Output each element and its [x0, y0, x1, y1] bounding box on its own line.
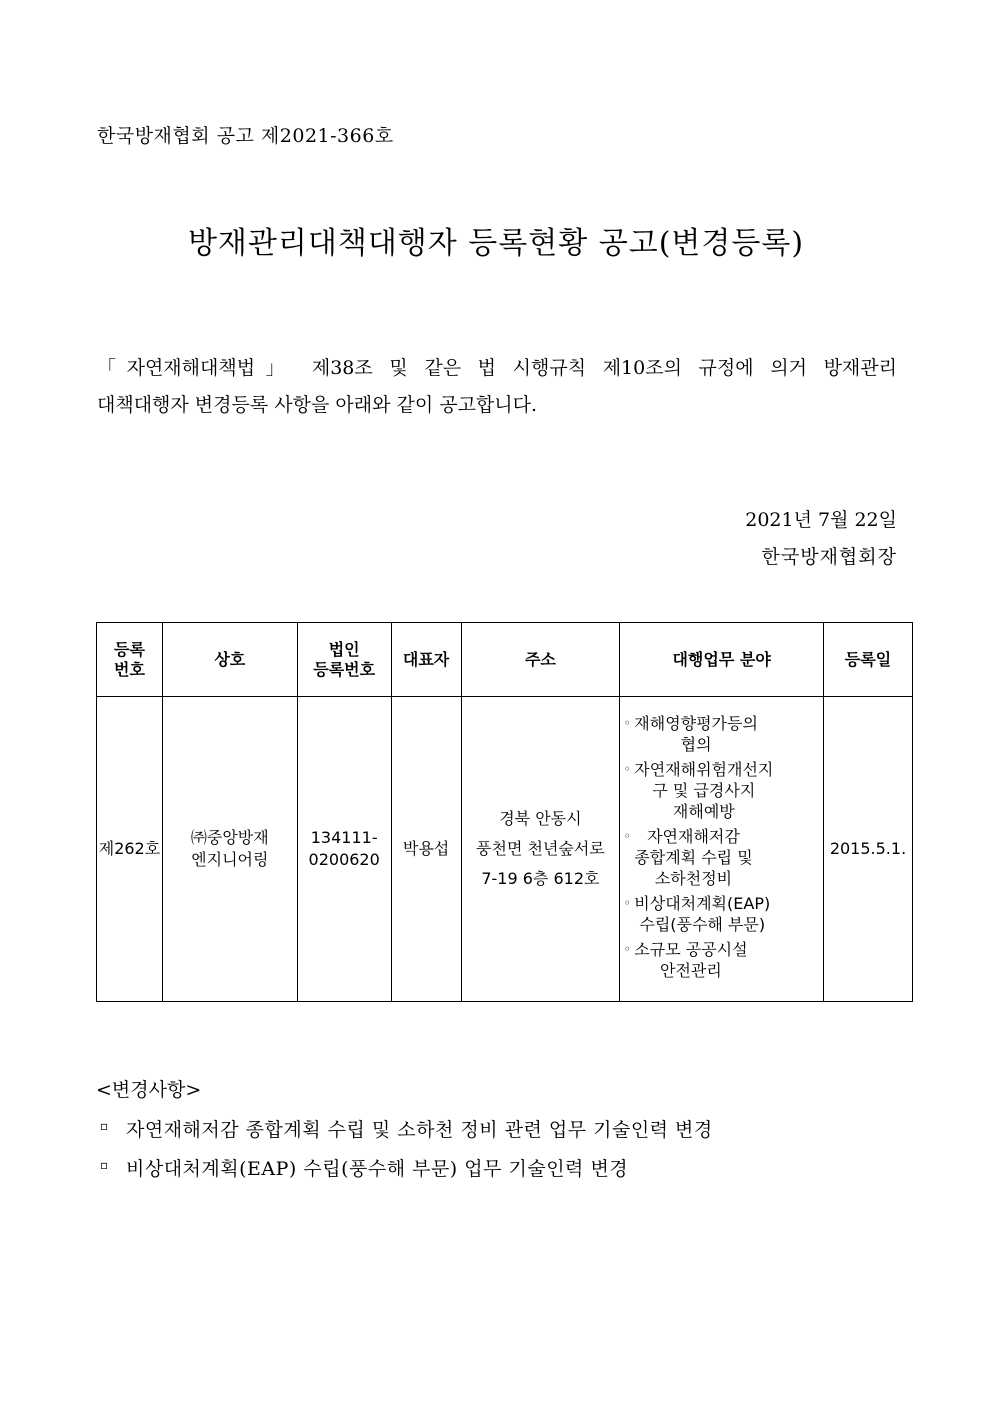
header-reg-date	[823, 623, 912, 697]
field-item	[620, 939, 823, 981]
cell-fields	[620, 697, 824, 1002]
header-address-text: 주소	[524, 649, 556, 669]
address-value: 경북 안동시 풍천면 천년숲서로 7-19 6층 612호	[476, 809, 605, 888]
change-text: 자연재해저감 종합계획 수립 및 소하천 정비 관련 업무 기술인력 변경	[126, 1119, 713, 1141]
change-text: 비상대처계획(EAP) 수립(풍수해 부문) 업무 기술인력 변경	[126, 1158, 629, 1180]
field-bullet-icon: ◦	[623, 829, 631, 843]
intro-paragraph	[97, 350, 897, 424]
field-item	[620, 713, 823, 755]
reg-date-value: 2015.5.1.	[829, 839, 907, 858]
issuer: 한국방재협회장	[761, 546, 897, 568]
field-item	[620, 826, 823, 889]
notice-number: 한국방재협회 공고 제2021-366호	[97, 125, 394, 147]
header-company-text: 상호	[214, 649, 246, 669]
registration-table	[96, 622, 913, 1002]
header-reg-no-text: 등록 번호	[114, 639, 145, 679]
field-text: 재해영향평가등의 협의	[634, 714, 758, 754]
rep-value: 박용섭	[402, 839, 450, 858]
square-bullet-icon: ▫	[100, 1158, 109, 1172]
header-company	[162, 623, 297, 697]
reg-no-value: 제262호	[98, 839, 161, 858]
change-item	[100, 1154, 628, 1181]
header-fields	[620, 623, 824, 697]
cell-company	[162, 697, 297, 1002]
field-bullet-icon: ◦	[623, 942, 631, 956]
header-reg-date-text: 등록일	[844, 649, 892, 669]
header-rep	[391, 623, 461, 697]
cell-rep	[391, 697, 461, 1002]
field-bullet-icon: ◦	[623, 762, 631, 776]
field-bullet-icon: ◦	[623, 896, 631, 910]
header-corp-no	[297, 623, 391, 697]
cell-corp-no	[297, 697, 391, 1002]
table-row	[97, 697, 913, 1002]
intro-line-2: 대책대행자 변경등록 사항을 아래와 같이 공고합니다.	[97, 394, 538, 416]
change-item	[100, 1115, 713, 1142]
document-title: 방재관리대책대행자 등록현황 공고(변경등록)	[187, 226, 805, 261]
header-address	[461, 623, 620, 697]
cell-reg-date	[823, 697, 912, 1002]
field-text: 소규모 공공시설 안전관리	[634, 940, 748, 980]
intro-line-1: 「자연재해대책법」 제38조 및 같은 법 시행규칙 제10조의 규정에 의거 방재관리	[97, 357, 897, 379]
field-item	[620, 893, 823, 935]
header-rep-text: 대표자	[402, 649, 450, 669]
header-fields-text: 대행업무 분야	[672, 649, 771, 669]
field-bullet-icon: ◦	[623, 716, 631, 730]
cell-reg-no	[97, 697, 163, 1002]
header-corp-no-text: 법인 등록번호	[313, 639, 376, 679]
square-bullet-icon: ▫	[100, 1119, 109, 1133]
field-item	[620, 759, 823, 822]
changes-heading: <변경사항>	[96, 1079, 202, 1101]
notice-date: 2021년 7월 22일	[745, 509, 897, 531]
corp-no-value: 134111- 0200620	[308, 828, 380, 869]
cell-address	[461, 697, 620, 1002]
field-text: 자연재해위험개선지 구 및 급경사지 재해예방	[634, 760, 774, 821]
table-header-row	[97, 623, 913, 697]
field-text: 자연재해저감 종합계획 수립 및 소하천정비	[634, 827, 753, 888]
header-reg-no	[97, 623, 163, 697]
field-text: 비상대처계획(EAP) 수립(풍수해 부문)	[634, 894, 771, 934]
company-value: ㈜중앙방재 엔지니어링	[190, 828, 269, 869]
